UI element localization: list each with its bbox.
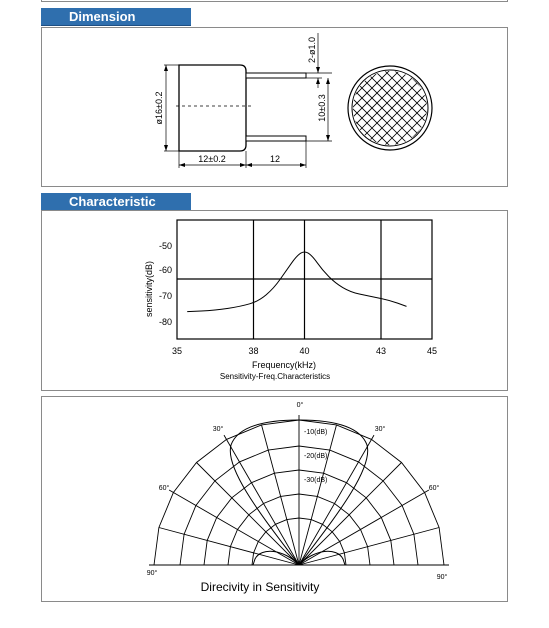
x-tick-labels [172,346,437,356]
characteristic-title: Characteristic [69,194,156,209]
pin-length-label: 12 [269,154,281,164]
y-tick-label: -70 [158,291,172,301]
polar-ray [224,435,299,565]
polar-ray [299,490,429,565]
sensitivity-frequency-chart [42,211,507,390]
y-tick-labels [159,241,172,327]
chart-title: Sensitivity-Freq.Characteristics [219,372,331,381]
x-tick-label: 40 [299,346,310,356]
polar-chart-title: Direcivity in Sensitivity [200,580,320,594]
top-panel-edge [41,0,508,2]
characteristic-tab [41,193,191,211]
angle-label-30-left: 30° [212,426,224,433]
polar-ray [169,490,299,565]
angle-label-60-left: 60° [158,485,170,492]
chart-grid [177,220,432,339]
ring-label-10db: -10(dB) [304,429,328,436]
angle-label-90-right: 90° [436,574,448,581]
pin-dia-label: 2-ø1.0 [307,36,317,64]
angle-label-0: 0° [296,402,304,409]
dimension-drawing [42,28,507,186]
pin-spacing-label: 10±0.3 [317,94,327,122]
x-tick-label: 43 [375,346,387,356]
polar-ray [197,463,300,566]
y-tick-label: -60 [158,265,172,275]
sensitivity-series-line [187,252,406,312]
angle-label-30-right: 30° [374,426,386,433]
dimension-title: Dimension [69,9,136,24]
x-tick-label: 35 [171,346,183,356]
characteristic-panel [41,210,508,391]
ring-label-20db: -20(dB) [304,453,328,460]
angle-label-90-left: 90° [146,570,158,577]
directivity-polar-chart [42,397,507,601]
polar-rays [149,415,449,565]
directivity-panel [41,396,508,602]
dimension-tab [41,8,191,26]
y-axis-label: sensitivity(dB) [144,260,154,318]
ring-label-30db: -30(dB) [304,477,328,484]
dimension-panel [41,27,508,187]
angle-label-60-right: 60° [428,485,440,492]
x-axis-label: Frequency(kHz) [251,360,317,370]
dia-label: ø16±0.2 [154,91,164,125]
y-tick-label: -50 [158,241,172,251]
x-tick-label: 38 [248,346,259,356]
x-tick-label: 45 [426,346,438,356]
y-tick-label: -80 [158,317,172,327]
body-length-label: 12±0.2 [198,154,226,164]
